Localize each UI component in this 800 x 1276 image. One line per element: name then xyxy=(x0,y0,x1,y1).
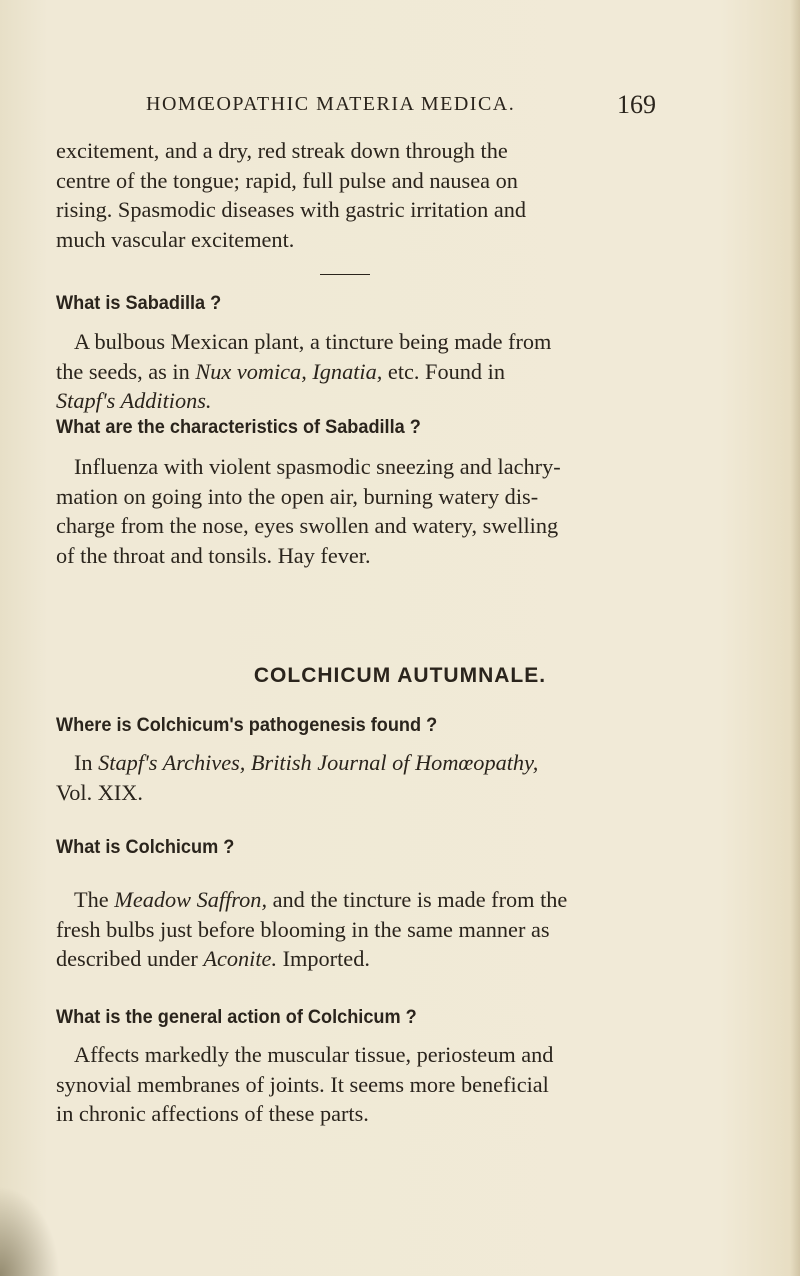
page-header xyxy=(146,90,656,119)
italic-span: Stapf's Additions. xyxy=(56,388,212,413)
text-span: and the tincture is made from the xyxy=(267,887,568,912)
text-line xyxy=(56,944,660,974)
text-line: excitement, and a dry, red streak down through the xyxy=(56,138,508,163)
answer-paragraph xyxy=(56,452,660,570)
text-line: Affects markedly the muscular tissue, periosteum and xyxy=(74,1042,554,1067)
text-span: etc. Found in xyxy=(382,358,505,384)
text-line xyxy=(56,357,660,387)
paragraph-continuation xyxy=(56,136,660,254)
text-span: Imported. xyxy=(277,946,370,971)
question-heading: What are the characteristics of Sabadilla ? xyxy=(56,416,421,438)
text-line: Influenza with violent spasmodic sneezing and lachry- xyxy=(74,454,561,479)
text-span: In xyxy=(74,750,99,775)
section-title: COLCHICUM AUTUMNALE. xyxy=(253,664,547,687)
italic-span: Nux vomica, Ignatia, xyxy=(195,358,383,384)
answer-paragraph xyxy=(56,1040,660,1129)
answer-paragraph xyxy=(56,748,660,807)
text-line: mation on going into the open air, burning watery dis- xyxy=(56,483,539,509)
text-line: charge from the nose, eyes swollen and watery, swelling xyxy=(56,513,559,538)
text-span: described under xyxy=(56,946,204,971)
text-line: in chronic affections of these parts. xyxy=(56,1101,369,1126)
italic-span: Aconite. xyxy=(203,946,278,971)
question-heading: Where is Colchicum's pathogenesis found ? xyxy=(56,714,438,736)
answer-paragraph xyxy=(56,885,660,974)
text-line: rising. Spasmodic diseases with gastric irritation and xyxy=(56,197,527,222)
text-line: centre of the tongue; rapid, full pulse and nausea on xyxy=(56,167,518,193)
text-line: A bulbous Mexican plant, a tincture being made from xyxy=(74,329,552,354)
text-line: much vascular excitement. xyxy=(56,226,295,252)
text-line: synovial membranes of joints. It seems more beneficial xyxy=(56,1071,549,1097)
text-span: the seeds, as in xyxy=(56,358,196,384)
section-divider xyxy=(320,274,370,275)
italic-span: Meadow Saffron, xyxy=(114,887,268,912)
answer-paragraph xyxy=(56,327,660,416)
text-line xyxy=(56,748,660,778)
italic-span: Stapf's Archives, British Journal of Homœopathy, xyxy=(98,750,539,775)
text-line: fresh bulbs just before blooming in the same manner as xyxy=(56,916,550,942)
page-edge-shadow xyxy=(790,0,800,1276)
question-heading: What is Sabadilla ? xyxy=(56,292,222,314)
text-line: Vol. XIX. xyxy=(56,779,143,805)
page-corner-shadow xyxy=(0,1186,60,1276)
text-line xyxy=(56,386,660,416)
text-line: of the throat and tonsils. Hay fever. xyxy=(56,542,371,568)
question-heading: What is the general action of Colchicum ? xyxy=(56,1006,417,1028)
text-line xyxy=(56,885,660,915)
question-heading: What is Colchicum ? xyxy=(56,836,235,858)
text-span: The xyxy=(74,887,115,912)
page-number: 169 xyxy=(617,90,656,119)
running-head: HOMŒOPATHIC MATERIA MEDICA. xyxy=(146,93,516,115)
